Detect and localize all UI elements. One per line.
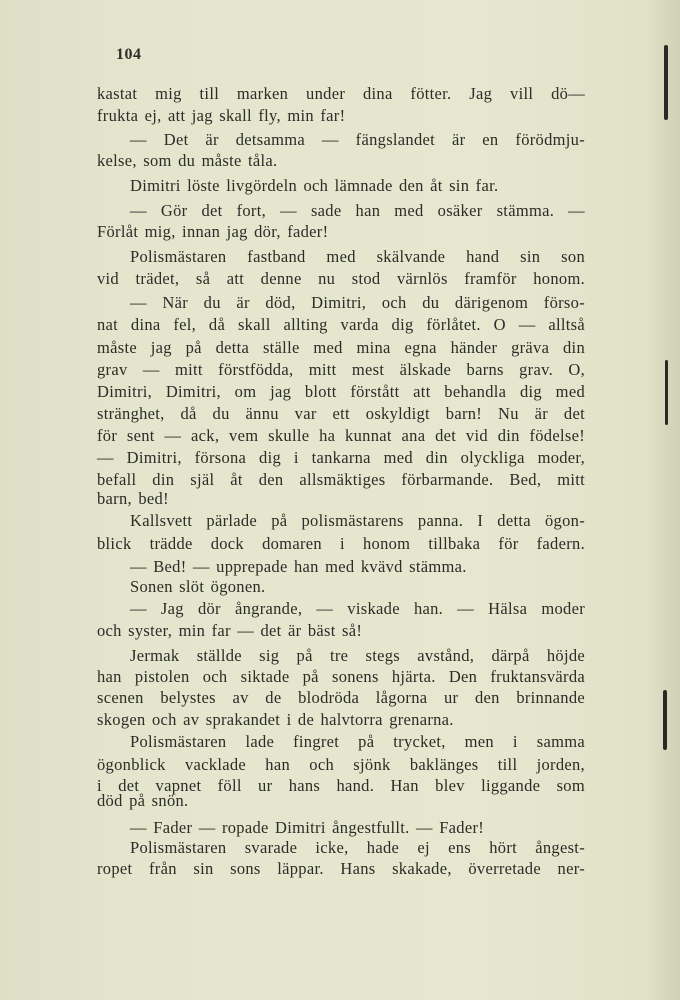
text-line: Dimitri, Dimitri, om jag blott förstått att behandla dig med [97,382,585,401]
text-line: Polismästaren fastband med skälvande hand sin son [130,247,585,266]
text-line: ropet från sin sons läppar. Hans skakade, överretade ner- [97,859,585,878]
text-line: Polismästaren svarade icke, hade ej ens hört ångest- [130,838,585,857]
text-line: — Dimitri, försona dig i tankarna med din olyckliga moder, [97,448,585,467]
text-line: blick trädde dock domaren i honom tillbaka för fadern. [97,534,585,553]
text-line: grav — mitt förstfödda, mitt mest älskade barns grav. O, [97,360,585,379]
page-edge-mark [665,360,668,425]
text-line: i det vapnet föll ur hans hand. Han blev liggande som [97,776,585,795]
text-line: Polismästaren lade fingret på trycket, men i samma [130,732,585,751]
text-line: scenen belystes av de blodröda lågorna ur den brinnande [97,688,585,707]
page-number: 104 [116,46,142,63]
text-line: — Bed! — upprepade han med kvävd stämma. [130,557,467,576]
text-line: — När du är död, Dimitri, och du därigenom förso- [130,293,585,312]
page-edge-mark [664,45,668,120]
text-line: — Det är detsamma — fängslandet är en förödmju- [130,130,585,149]
text-line: — Jag dör ångrande, — viskade han. — Hälsa moder [130,599,585,618]
text-line: för sent — ack, vem skulle ha kunnat ana det vid din födelse! [97,426,585,445]
text-line: Förlåt mig, innan jag dör, fader! [97,222,329,241]
text-line: han pistolen och siktade på sonens hjärta. Den fruktansvärda [97,667,585,686]
text-line: — Fader — ropade Dimitri ångestfullt. — Fader! [130,818,485,837]
text-line: måste jag på detta ställe med mina egna händer gräva din [97,338,585,357]
text-line: Jermak ställde sig på tre stegs avstånd, därpå höjde [130,646,585,665]
text-line: död på snön. [97,791,189,810]
text-line: barn, bed! [97,489,169,508]
text-line: stränghet, då du ännu var ett oskyldigt barn! Nu är det [97,404,585,423]
text-line: Kallsvett pärlade på polismästarens panna. I detta ögon- [130,511,585,530]
text-line: vid trädet, så att denne nu stod värnlös framför honom. [97,269,585,288]
text-line: och syster, min far — det är bäst så! [97,621,363,640]
text-line: — Gör det fort, — sade han med osäker stämma. — [130,201,585,220]
text-line: Dimitri löste livgördeln och lämnade den åt sin far. [130,176,499,195]
text-line: kelse, som du måste tåla. [97,151,278,170]
text-line: nat dina fel, då skall allting varda dig förlåtet. O — alltså [97,315,585,334]
text-line: skogen och av sprakandet i de halvtorra grenarna. [97,710,454,729]
page-edge-mark [663,690,667,750]
text-line: befall din själ åt den allsmäktiges förbarmande. Bed, mitt [97,470,585,489]
text-line: kastat mig till marken under dina fötter. Jag vill dö— [97,84,585,103]
text-line: ögonblick vacklade han och sjönk baklänges till jorden, [97,755,585,774]
text-line: frukta ej, att jag skall fly, min far! [97,106,346,125]
text-line: Sonen slöt ögonen. [130,577,266,596]
